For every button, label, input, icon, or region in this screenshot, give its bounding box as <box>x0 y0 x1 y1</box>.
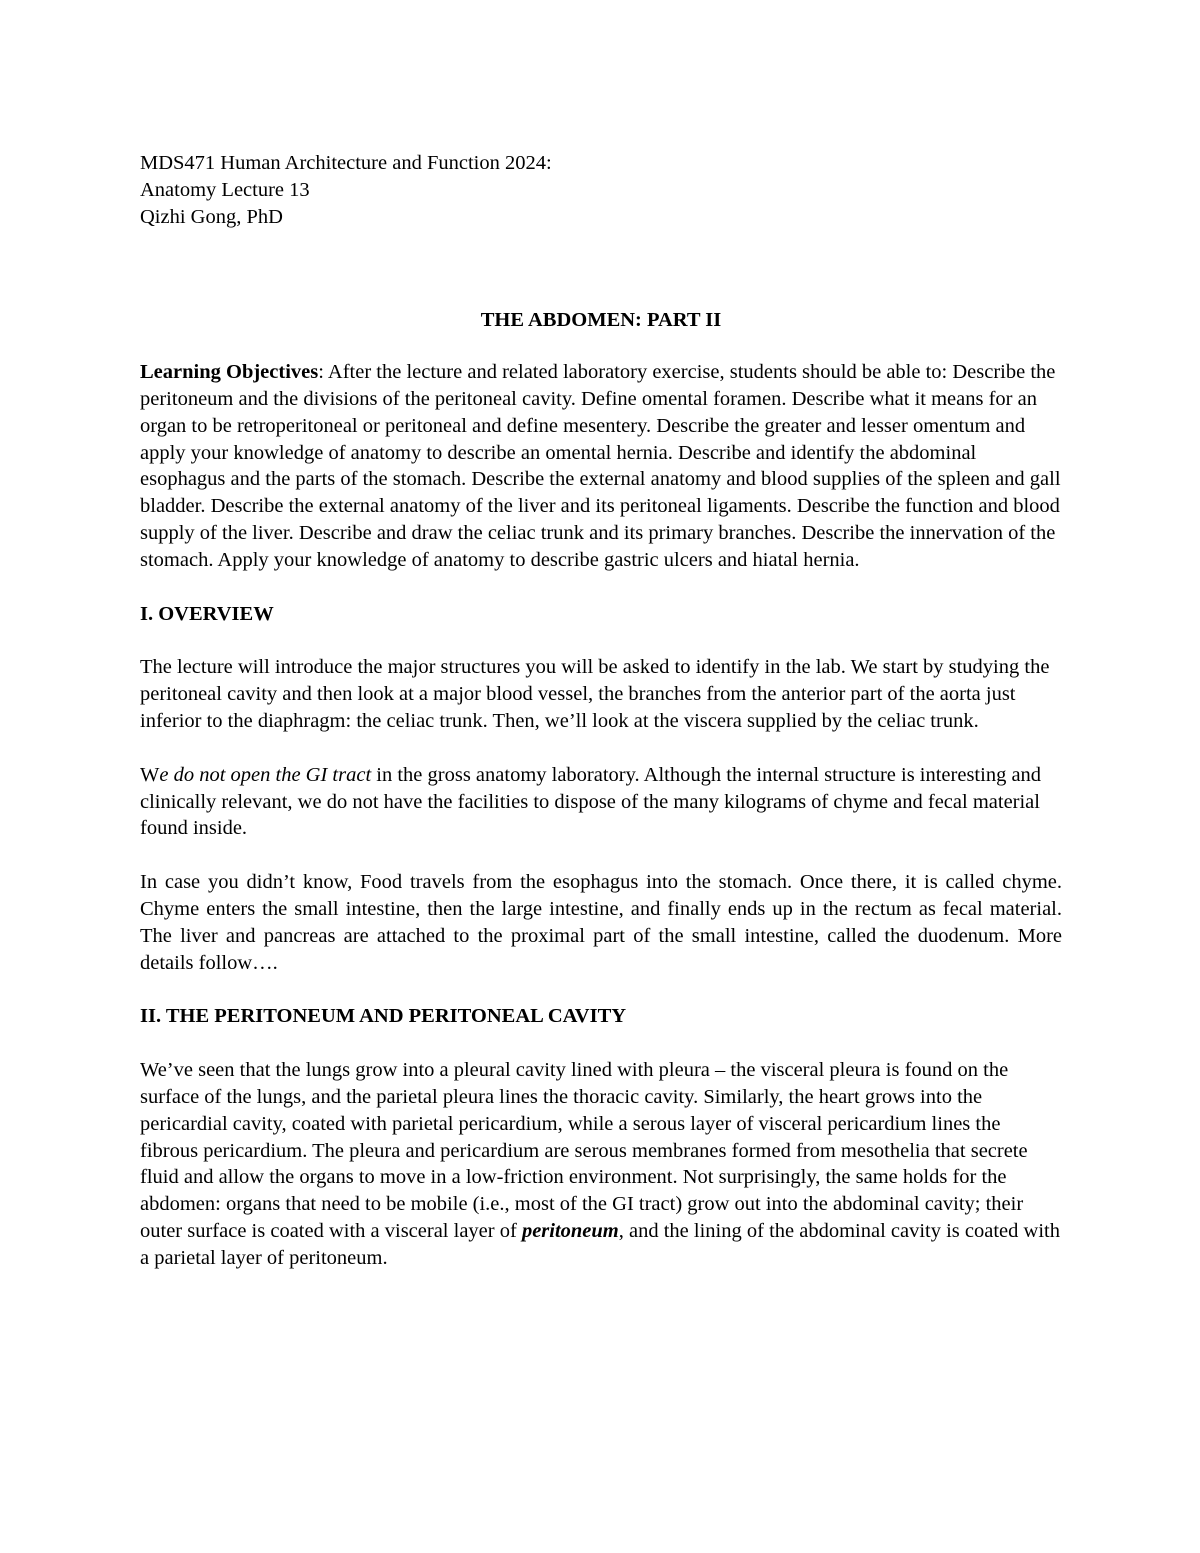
gi-tract-text-start: W <box>140 763 160 786</box>
peritoneum-text-start: We’ve seen that the lungs grow into a pleural cavity lined with pleura – the visceral pleura is found on the surface of the lungs, and the parietal pleura lines the thoracic cavity. Similarly, the heart grows into the pericardial cavity, coated with parietal pericardium, while a serous layer of visceral pericardium lines the fibrous pericardium. The pleura and pericardium are serous membranes formed from mesothelia that secrete fluid and allow the organs to move in a low-friction environment. Not surprisingly, the same holds for the abdomen: organs that need to be mobile (i.e., most of the GI tract) grow out into the abdominal cavity; their outer surface is coated with a visceral layer of <box>140 1059 1028 1242</box>
author-name: Qizhi Gong, PhD <box>140 205 283 228</box>
gi-tract-paragraph <box>140 762 1062 842</box>
document-title: THE ABDOMEN: PART II <box>480 309 722 332</box>
digestion-paragraph: In case you didn’t know, Food travels from the esophagus into the stomach. Once there, it is called chyme. Chyme enters the small intestine, then the large intestine, and finally ends up in the rectum as fecal material. The liver and pancreas are attached to the proximal part of the small intestine, called the duodenum. More details follow…. <box>140 871 1062 974</box>
peritoneum-paragraph <box>140 1057 1062 1271</box>
peritoneum-text-end: , and the lining of the abdominal cavity is coated with a parietal layer of peritoneum. <box>140 1219 1060 1269</box>
document-page <box>140 150 1062 1272</box>
learning-objectives-paragraph <box>140 359 1062 573</box>
course-title: MDS471 Human Architecture and Function 2024: <box>140 152 552 174</box>
gi-tract-text-end: in the gross anatomy laboratory. Although the internal structure is interesting and clinically relevant, we do not have the facilities to dispose of the many kilograms of chyme and fecal material found inside. <box>140 763 1042 840</box>
learning-objectives-label: Learning Objectives <box>140 361 319 384</box>
peritoneum-term: peritoneum <box>521 1219 619 1242</box>
peritoneum-heading: II. THE PERITONEUM AND PERITONEAL CAVITY <box>140 1005 627 1028</box>
lecture-number: Anatomy Lecture 13 <box>140 178 310 201</box>
learning-objectives-text: : After the lecture and related laboratory exercise, students should be able to: Describe the peritoneum and the divisions of the peritoneal cavity. Define omental foramen. Describe what it means for an organ to be retroperitoneal or peritoneal and define mesentery. Describe the greater and lesser omentum and apply your knowledge of anatomy to describe an omental hernia. Describe and identify the abdominal esophagus and the parts of the stomach. Describe the external anatomy and blood supplies of the spleen and gall bladder. Describe the external anatomy of the liver and its peritoneal ligaments. Describe the function and blood supply of the liver. Describe and draw the celiac trunk and its primary branches. Describe the innervation of the stomach. Apply your knowledge of anatomy to describe gastric ulcers and hiatal hernia. <box>140 361 1061 571</box>
gi-tract-emphasis: e do not open the GI tract <box>159 763 372 786</box>
overview-paragraph: The lecture will introduce the major structures you will be asked to identify in the lab. We start by studying the peritoneal cavity and then look at a major blood vessel, the branches from the anterior part of the aorta just inferior to the diaphragm: the celiac trunk. Then, we’ll look at the viscera supplied by the celiac trunk. <box>140 656 1050 732</box>
overview-heading: I. OVERVIEW <box>140 602 274 625</box>
